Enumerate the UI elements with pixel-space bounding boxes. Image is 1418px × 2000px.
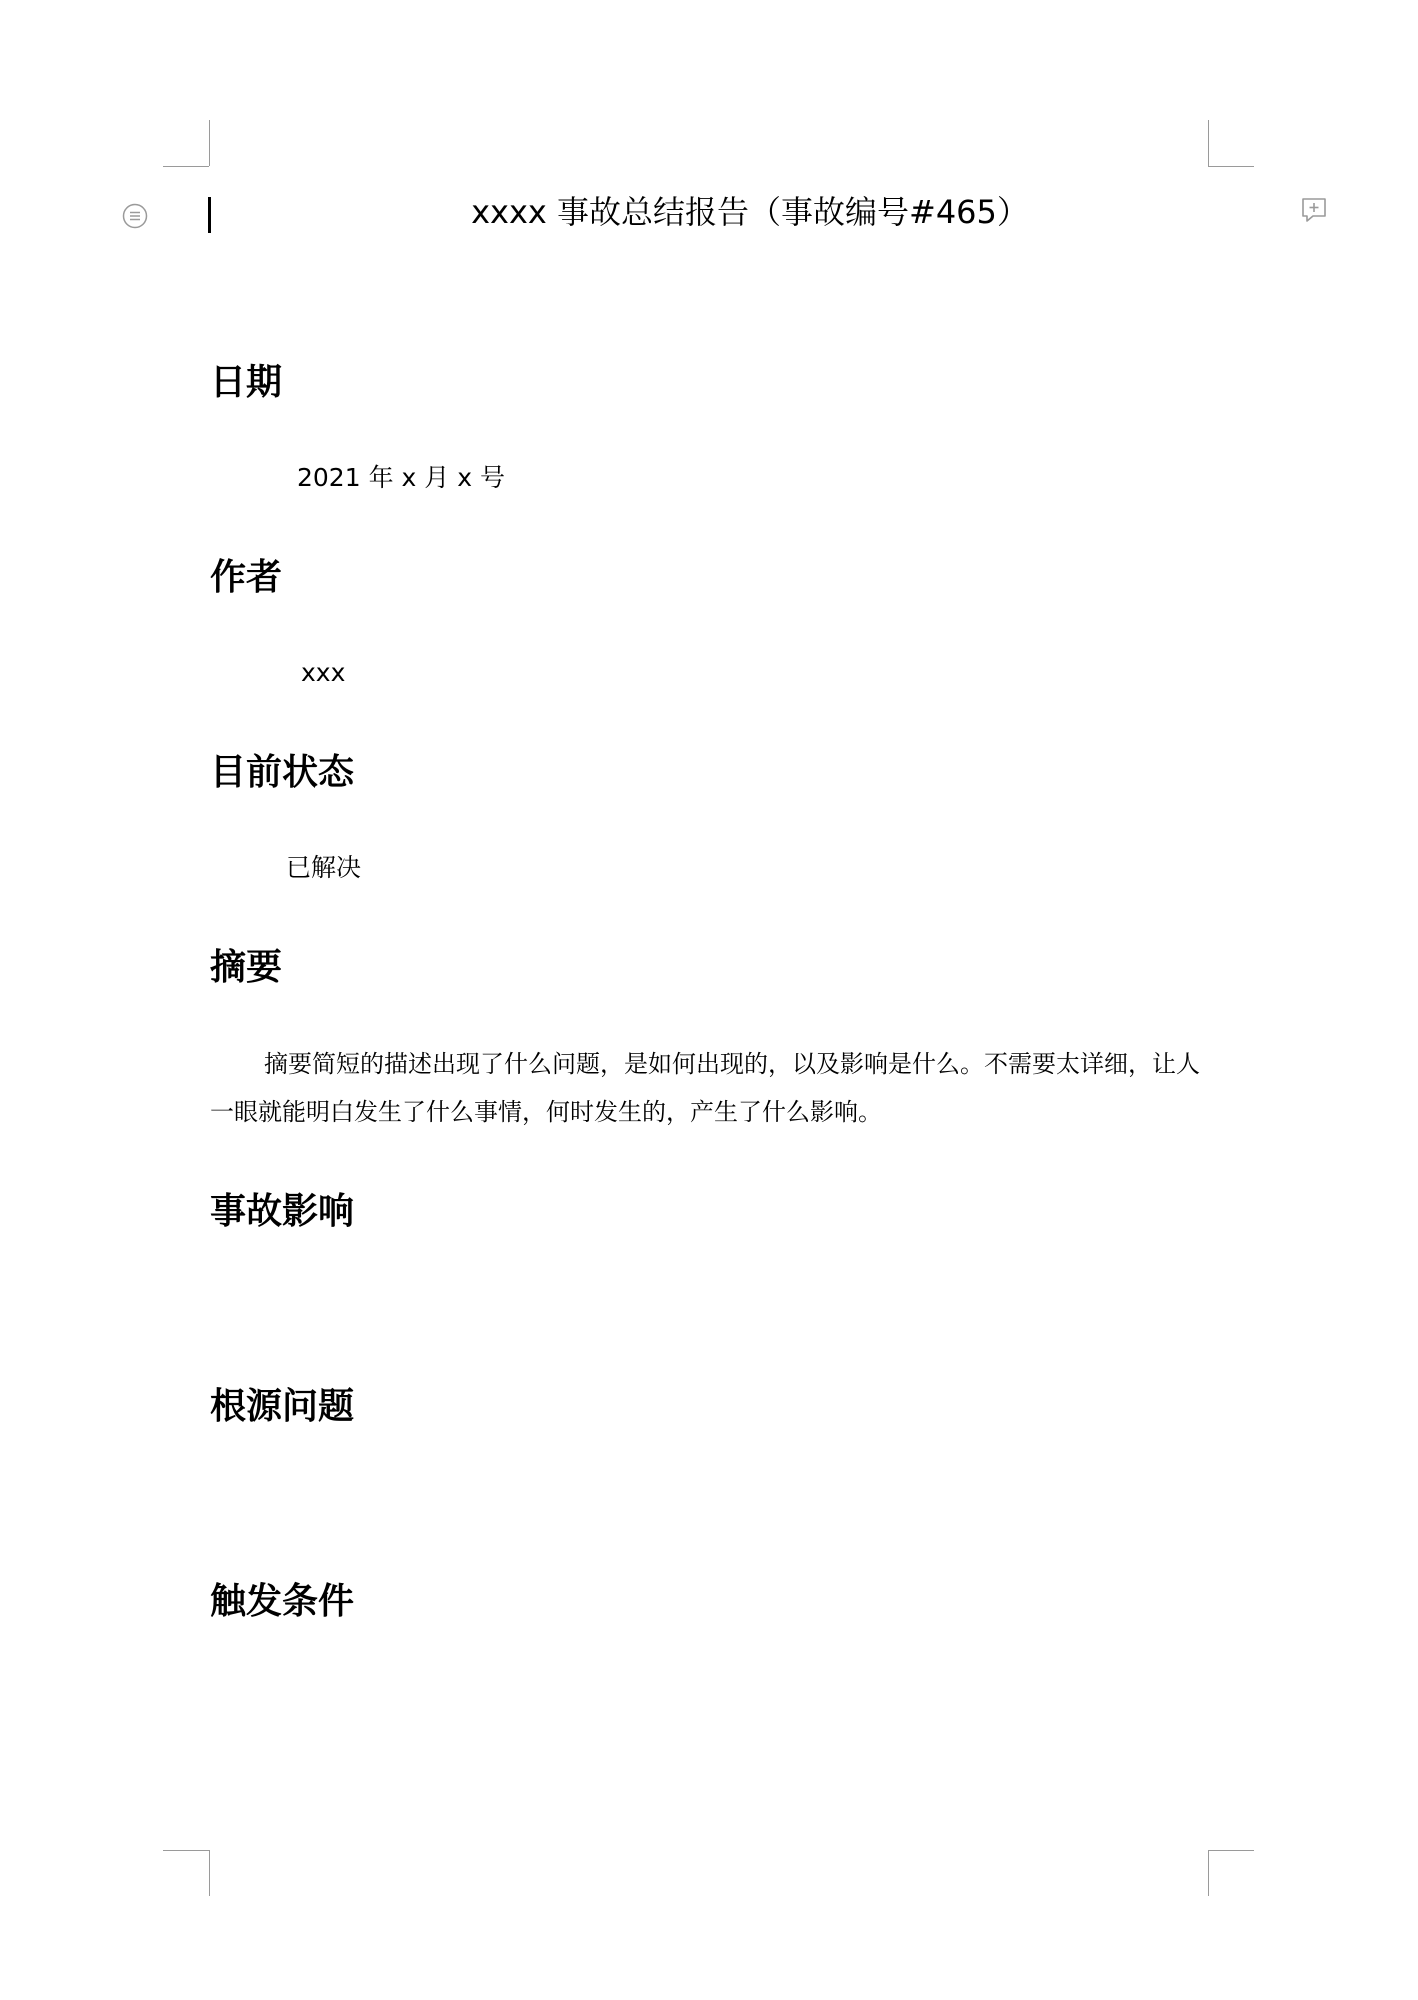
heading-summary[interactable]: 摘要: [210, 947, 283, 988]
status-value[interactable]: 已解决: [286, 853, 362, 882]
heading-impact[interactable]: 事故影响: [210, 1191, 355, 1232]
heading-author[interactable]: 作者: [210, 557, 283, 598]
date-value[interactable]: 2021 年 x 月 x 号: [297, 463, 505, 492]
heading-trigger[interactable]: 触发条件: [210, 1581, 355, 1622]
heading-root-cause[interactable]: 根源问题: [210, 1386, 355, 1427]
document-title[interactable]: xxxx 事故总结报告（事故编号#465）: [471, 193, 1029, 231]
heading-date[interactable]: 日期: [210, 362, 283, 403]
heading-status[interactable]: 目前状态: [210, 752, 355, 793]
summary-paragraph[interactable]: 摘要简短的描述出现了什么问题，是如何出现的，以及影响是什么。不需要太详细，让人一眼就能明白发生了什么事情，何时发生的，产生了什么影响。: [210, 1050, 1200, 1126]
author-value[interactable]: xxx: [301, 658, 346, 687]
